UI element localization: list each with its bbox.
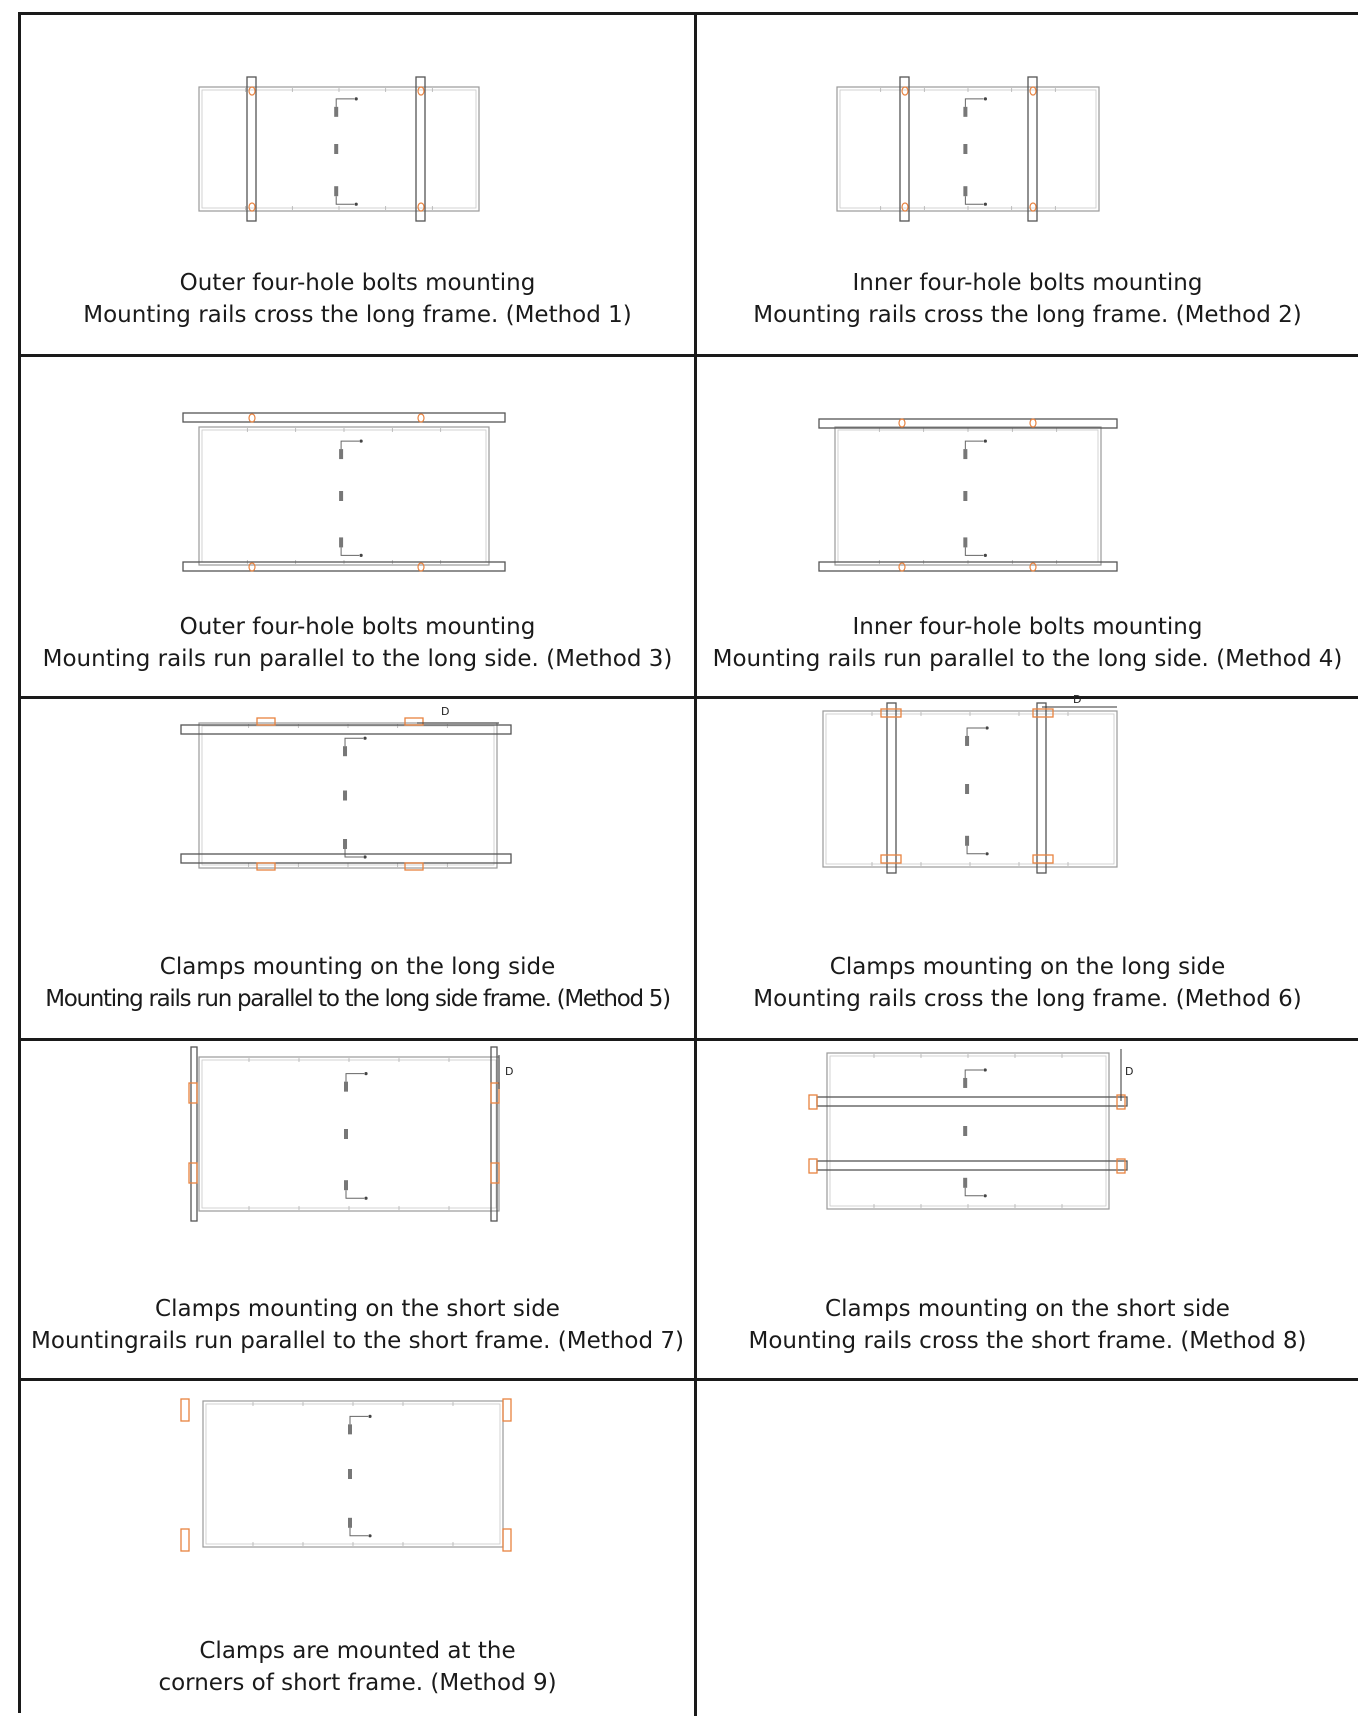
method-6-title: Clamps mounting on the long side [829, 954, 1226, 980]
cable [965, 1070, 983, 1078]
clamp [881, 855, 901, 863]
method-9-subtitle: corners of short frame. (Method 9) [158, 1670, 557, 1696]
panel-frame [199, 87, 479, 211]
cable [967, 846, 985, 854]
cable-end [364, 1197, 367, 1200]
junction-connector [334, 107, 338, 117]
method-cell-9 [21, 1381, 697, 1716]
cable-end [363, 737, 366, 740]
bolt-hole [418, 87, 424, 95]
junction-connector [965, 836, 969, 846]
cable-end [368, 1415, 371, 1418]
cable [345, 849, 363, 857]
junction-box [343, 791, 347, 801]
clamp [181, 1399, 189, 1421]
cable-end [984, 97, 987, 100]
clamp [809, 1095, 817, 1109]
dimension-label: D [1073, 693, 1082, 706]
clamp [503, 1399, 511, 1421]
dimension-label: D [441, 705, 450, 718]
method-4-subtitle: Mounting rails run parallel to the long side. (Method 4) [712, 646, 1343, 672]
bolt-hole [902, 203, 908, 211]
method-8-title: Clamps mounting on the short side [825, 1296, 1230, 1322]
junction-box [344, 1129, 348, 1139]
method-cell-2 [697, 15, 1358, 357]
method-6-subtitle: Mounting rails cross the long frame. (Method 6) [753, 986, 1302, 1012]
method-5-subtitle: Mounting rails run parallel to the long side frame. (Method 5) [45, 986, 670, 1012]
mounting-rail [1028, 77, 1037, 221]
method-8-caption [697, 1293, 1358, 1357]
junction-connector [348, 1518, 352, 1528]
bolt-hole [1030, 87, 1036, 95]
mounting-rail [191, 1047, 197, 1221]
panel-frame [203, 1401, 503, 1547]
panel-frame [837, 87, 1099, 211]
method-6-caption [697, 951, 1358, 1015]
cable [965, 441, 983, 449]
cable [967, 728, 985, 736]
cable [965, 196, 983, 204]
panel-inner-edge [202, 1060, 496, 1208]
bolt-hole [418, 563, 424, 571]
panel-inner-edge [202, 430, 486, 562]
method-5-caption [21, 951, 694, 1015]
panel-inner-edge [206, 1404, 500, 1544]
junction-box [334, 144, 338, 154]
method-8-subtitle: Mounting rails cross the short frame. (Method 8) [748, 1328, 1307, 1354]
method-3-caption [21, 611, 694, 675]
bolt-hole [899, 419, 905, 427]
panel-inner-edge [840, 90, 1096, 208]
cable [350, 1416, 368, 1424]
junction-connector [344, 1082, 348, 1092]
panel-inner-edge [202, 90, 476, 208]
bolt-hole [902, 87, 908, 95]
clamp [1033, 855, 1053, 863]
junction-connector [965, 736, 969, 746]
cable [341, 547, 359, 555]
mounting-rail [183, 413, 505, 422]
mounting-rail [887, 703, 896, 873]
method-cell-3 [21, 357, 697, 699]
clamp [809, 1159, 817, 1173]
clamp [189, 1083, 197, 1103]
cable-end [360, 439, 363, 442]
bolt-hole [249, 414, 255, 422]
clamp [257, 863, 275, 870]
junction-connector [339, 449, 343, 459]
bolt-hole [249, 563, 255, 571]
junction-box [963, 1126, 967, 1136]
bolt-hole [418, 203, 424, 211]
junction-connector [344, 1180, 348, 1190]
panel-inner-edge [838, 430, 1098, 562]
method-7-caption [21, 1293, 694, 1357]
junction-connector [334, 186, 338, 196]
cable-end [984, 1068, 987, 1071]
clamp [881, 709, 901, 717]
clamp [503, 1529, 511, 1551]
method-cell-4 [697, 357, 1358, 699]
mounting-rail [416, 77, 425, 221]
mounting-rail [900, 77, 909, 221]
clamp [1033, 709, 1053, 717]
method-2-title: Inner four-hole bolts mounting [852, 270, 1203, 296]
panel-frame [823, 711, 1117, 867]
bolt-hole [1030, 563, 1036, 571]
cable [965, 547, 983, 555]
bolt-hole [249, 203, 255, 211]
bolt-hole [249, 87, 255, 95]
cable [965, 99, 983, 107]
clamp [257, 718, 275, 725]
clamp [491, 1163, 499, 1183]
junction-connector [963, 107, 967, 117]
junction-connector [348, 1424, 352, 1434]
cable-end [984, 203, 987, 206]
method-cell-7 [21, 1041, 697, 1381]
bolt-hole [1030, 419, 1036, 427]
bolt-hole [899, 563, 905, 571]
mounting-rail [1037, 703, 1046, 873]
method-cell-6 [697, 693, 1358, 1041]
method-9-caption [21, 1635, 694, 1699]
junction-connector [963, 537, 967, 547]
panel-frame [835, 427, 1101, 565]
panel-frame [827, 1053, 1109, 1209]
panel-frame [199, 427, 489, 565]
mounting-rail [817, 1097, 1127, 1106]
method-1-subtitle: Mounting rails cross the long frame. (Method 1) [83, 302, 632, 328]
junction-connector [339, 537, 343, 547]
junction-connector [963, 1178, 967, 1188]
method-2-caption [697, 267, 1358, 331]
method-7-title: Clamps mounting on the short side [155, 1296, 560, 1322]
method-4-title: Inner four-hole bolts mounting [852, 614, 1203, 640]
cable [336, 99, 354, 107]
clamp [491, 1083, 499, 1103]
method-5-title: Clamps mounting on the long side [159, 954, 556, 980]
cable-end [363, 855, 366, 858]
junction-box [965, 784, 969, 794]
cable-end [355, 203, 358, 206]
panel-inner-edge [826, 714, 1114, 864]
cable-end [985, 726, 988, 729]
junction-connector [343, 839, 347, 849]
mounting-methods-grid [18, 12, 1358, 1713]
junction-box [348, 1469, 352, 1479]
method-1-title: Outer four-hole bolts mounting [179, 270, 536, 296]
junction-connector [343, 746, 347, 756]
method-4-caption [697, 611, 1358, 675]
cable-end [984, 1194, 987, 1197]
cable-end [360, 554, 363, 557]
junction-connector [963, 186, 967, 196]
junction-box [963, 491, 967, 501]
clamp [189, 1163, 197, 1183]
method-3-subtitle: Mounting rails run parallel to the long side. (Method 3) [42, 646, 673, 672]
clamp [405, 863, 423, 870]
cable [346, 1074, 364, 1082]
cable [965, 1188, 983, 1196]
method-2-subtitle: Mounting rails cross the long frame. (Method 2) [753, 302, 1302, 328]
clamp [405, 718, 423, 725]
panel-frame [199, 1057, 499, 1211]
cable [345, 738, 363, 746]
junction-connector [963, 449, 967, 459]
cable-end [984, 554, 987, 557]
cable-end [355, 97, 358, 100]
panel-frame [199, 723, 497, 868]
panel-inner-edge [202, 726, 494, 865]
dimension-label: D [1125, 1065, 1134, 1078]
clamp [181, 1529, 189, 1551]
junction-connector [963, 1078, 967, 1088]
bolt-hole [418, 414, 424, 422]
cable [341, 441, 359, 449]
cable-end [368, 1534, 371, 1537]
bolt-hole [1030, 203, 1036, 211]
method-cell-8 [697, 1041, 1358, 1381]
method-1-caption [21, 267, 694, 331]
junction-box [339, 491, 343, 501]
method-9-title: Clamps are mounted at the [199, 1638, 516, 1664]
cable-end [364, 1072, 367, 1075]
panel-inner-edge [830, 1056, 1106, 1206]
method-7-subtitle: Mountingrails run parallel to the short frame. (Method 7) [31, 1328, 684, 1354]
mounting-rail [817, 1161, 1127, 1170]
cable [350, 1528, 368, 1536]
empty-cell [697, 1381, 1358, 1716]
method-cell-1 [21, 15, 697, 357]
mounting-rail [247, 77, 256, 221]
method-cell-5 [21, 699, 697, 1041]
cable [336, 196, 354, 204]
junction-box [963, 144, 967, 154]
cable-end [985, 852, 988, 855]
cable-end [984, 439, 987, 442]
cable [346, 1190, 364, 1198]
dimension-label: D [505, 1065, 514, 1078]
mounting-rail [181, 854, 511, 863]
method-3-title: Outer four-hole bolts mounting [179, 614, 536, 640]
